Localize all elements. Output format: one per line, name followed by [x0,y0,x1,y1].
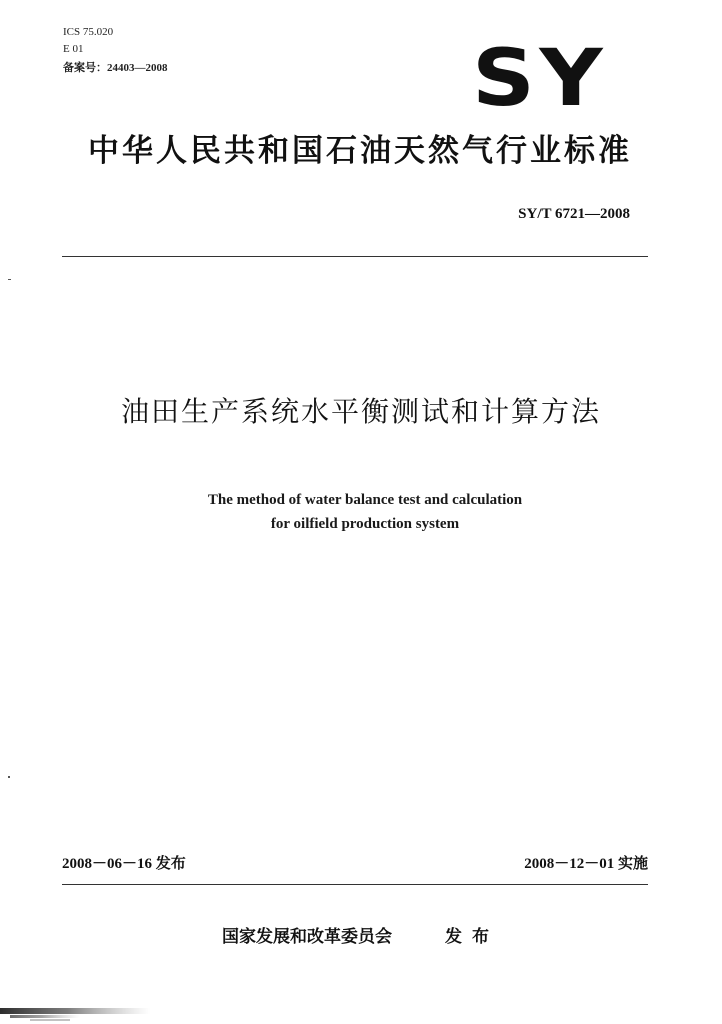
issue-date: 2008－06－16 发布 [62,856,186,872]
publish-label: 发布 [445,927,499,947]
bottom-divider [62,884,648,885]
document-title-english-line1: The method of water balance test and calculation [207,492,523,508]
implementation-date: 2008－12－01 实施 [524,856,648,872]
document-title-english-line2: for oilfield production system [270,516,460,532]
sy-logo: SY [472,34,608,124]
ics-code: ICS 75.020 [63,26,114,38]
standard-number: SY/T 6721—2008 [518,206,630,222]
ccs-code: E 01 [63,43,84,55]
organization-title: 中华人民共和国石油天然气行业标准 [88,133,632,169]
scan-speck [8,279,11,280]
document-title-chinese: 油田生产系统水平衡测试和计算方法 [120,395,601,428]
scan-artifact-strip [0,1004,150,1024]
scan-speck [8,776,10,778]
publisher-name: 国家发展和改革委员会 [222,927,392,947]
top-divider [62,256,648,257]
record-number: 备案号：24403—2008 [63,62,168,74]
